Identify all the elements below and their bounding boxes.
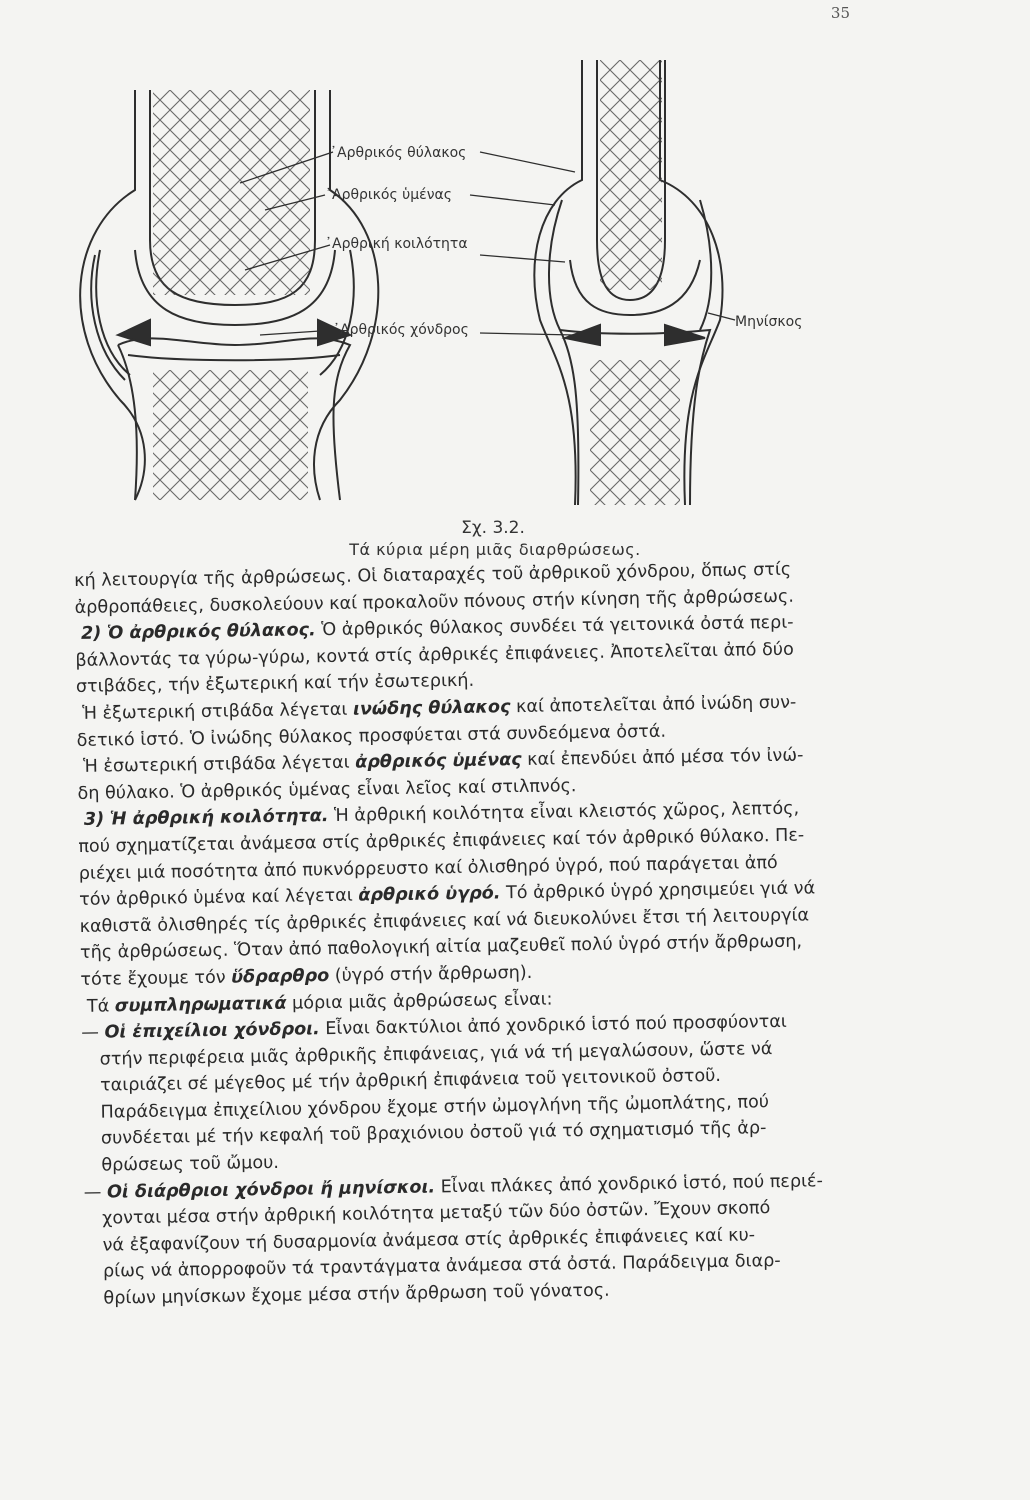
joint-diagram <box>0 0 1030 560</box>
text-span: καί ἀποτελεῖται ἀπό ἰνώδη συν- <box>510 692 797 718</box>
text-span: Ἡ ἐσωτερική στιβάδα λέγεται <box>82 752 356 778</box>
text-span: τότε ἔχουμε τόν <box>80 967 232 990</box>
label-meniscus: Μηνίσκος <box>735 314 803 330</box>
text-line: χονται μέσα στήν ἀρθρική κοιλότητα μεταξύ τῶν δύο ὀστῶν. Ἔχουν σκοπό <box>102 1198 771 1229</box>
text-span: Ἡ ἀρθρική κοιλότητα εἶναι κλειστός χῶρος, λεπτός, <box>328 798 800 827</box>
label-membrane: ᾽Αρθρικός ὑμένας <box>325 187 452 203</box>
text-line: κή λειτουργία τῆς ἀρθρώσεως. Οἱ διαταραχές τοῦ ἀρθρικοῦ χόνδρου, ὅπως στίς <box>74 559 792 591</box>
figure-number: Σχ. 3.2. <box>461 518 525 538</box>
section-number: 2) <box>80 623 102 645</box>
text-line: δετικό ἱστό. Ὁ ἰνώδης θύλακος προσφύεται στά συνδεόμενα ὀστά. <box>76 721 667 751</box>
text-span: Εἶναι πλάκες ἀπό χονδρικό ἱστό, πού περιέ- <box>434 1170 824 1198</box>
text-line: δη θύλακο. Ὁ ἀρθρικός ὑμένας εἶναι λεῖος καί στιλπνός. <box>77 775 577 804</box>
text-line: καθιστᾶ ὀλισθηρές τίς ἀρθρικές ἐπιφάνειες καί νά διευκολύνει ἔτσι τή λειτουργία <box>79 905 810 937</box>
text-span: μόρια μιᾶς ἀρθρώσεως εἶναι: <box>286 989 553 1014</box>
text-line: θρίων μηνίσκων ἔχομε μέσα στήν ἄρθρωση τοῦ γόνατος. <box>103 1280 610 1309</box>
bullet-title: Οἱ ἐπιχείλιοι χόνδροι. <box>104 1019 320 1043</box>
figure-caption: Τά κύρια μέρη μιᾶς διαρθρώσεως. <box>349 540 641 559</box>
term: ὕδραρθρο <box>231 965 330 988</box>
section-title: Ἡ ἀρθρική κοιλότητα. <box>109 806 329 830</box>
term: ινώδης θύλακος <box>352 697 511 720</box>
text-line: ριέχει μιά ποσότητα ἀπό πυκνόρρευστο καί ὀλισθηρό ὑγρό, πού παράγεται ἀπό <box>78 852 778 884</box>
text-line: ἀρθροπάθειες, δυσκολεύουν καί προκαλοῦν πόνους στήν κίνηση τῆς ἀρθρώσεως. <box>74 586 795 618</box>
term: συμπληρωματικά <box>114 993 287 1016</box>
page-number: 35 <box>830 4 850 22</box>
text-line: στήν περιφέρεια μιᾶς ἀρθρικῆς ἐπιφάνειας, γιά νά τή μεγαλώσουν, ὥστε νά <box>99 1038 773 1070</box>
label-capsule: ᾽Αρθρικός θύλακος <box>330 145 467 161</box>
bullet-title: Οἱ διάρθριοι χόνδροι ἤ μηνίσκοι. <box>106 1177 436 1203</box>
text-line: ρίως νά ἀπορροφοῦν τά τραντάγματα ἀνάμεσα στά ὀστά. Παράδειγμα διαρ- <box>102 1251 781 1283</box>
text-span: καί ἐπενδύει ἀπό μέσα τόν ἰνώ- <box>521 745 804 771</box>
text-span: Ὁ ἀρθρικός θύλακος συνδέει τά γειτονικά ὀστά περι- <box>315 612 794 641</box>
body-text <box>74 555 886 1312</box>
bullet-dash: — <box>83 1182 102 1203</box>
text-line: τῆς ἀρθρώσεως. Ὅταν ἀπό παθολογική αἰτία μαζευθεῖ πολύ ὑγρό στήν ἄρθρωση, <box>79 931 803 964</box>
text-span: Ἡ ἐξωτερική στιβάδα λέγεται <box>82 699 354 724</box>
text-span: τόν ἀρθρικό ὑμένα καί λέγεται <box>79 885 359 911</box>
term: ἀρθρικός ὑμένας <box>355 750 522 773</box>
text-span: (ὑγρό στήν ἄρθρωση). <box>329 962 533 986</box>
text-span: Τό ἀρθρικό ὑγρό χρησιμεύει γιά νά <box>500 878 816 904</box>
text-line: ταιριάζει σέ μέγεθος μέ τήν ἀρθρική ἐπιφάνεια τοῦ γειτονικοῦ ὀστοῦ. <box>99 1066 722 1096</box>
text-line: θρώσεως τοῦ ὤμου. <box>101 1152 280 1176</box>
text-line: βάλλοντάς τα γύρω-γύρω, κοντά στίς ἀρθρικές ἐπιφάνειες. Ἀποτελεῖται ἀπό δύο <box>75 639 794 671</box>
text-span: Τά <box>86 995 115 1017</box>
label-cartilage: ᾽Αρθρικός χόνδρος <box>333 322 469 338</box>
text-line: συνδέεται μέ τήν κεφαλή τοῦ βραχιόνιου ὀστοῦ γιά τό σχηματισμό τῆς ἀρ- <box>100 1118 767 1150</box>
text-line: νά ἐξαφανίζουν τή δυσαρμονία ἀνάμεσα στίς ἀρθρικές ἐπιφάνειες καί κυ- <box>102 1225 756 1256</box>
section-number: 3) <box>83 809 105 831</box>
text-span: Εἶναι δακτύλιοι ἀπό χονδρικό ἱστό πού προσφύονται <box>319 1011 787 1040</box>
text-line: πού σχηματίζεται ἀνάμεσα στίς ἀρθρικές ἐπιφάνειες καί τόν ἀρθρικό θύλακο. Πε- <box>78 825 805 857</box>
section-title: Ὁ ἀρθρικός θύλακος. <box>106 620 316 644</box>
label-cavity: ᾽Αρθρική κοιλότητα <box>325 236 468 252</box>
bullet-dash: — <box>81 1022 100 1044</box>
text-line: Παράδειγμα ἐπιχείλιου χόνδρου ἔχομε στήν ὠμογλήνη τῆς ὠμοπλάτης, πού <box>100 1092 770 1123</box>
text-line: στιβάδες, τήν ἐξωτερική καί τήν ἐσωτερική. <box>75 671 475 698</box>
term: ἀρθρικό ὑγρό. <box>358 883 501 906</box>
